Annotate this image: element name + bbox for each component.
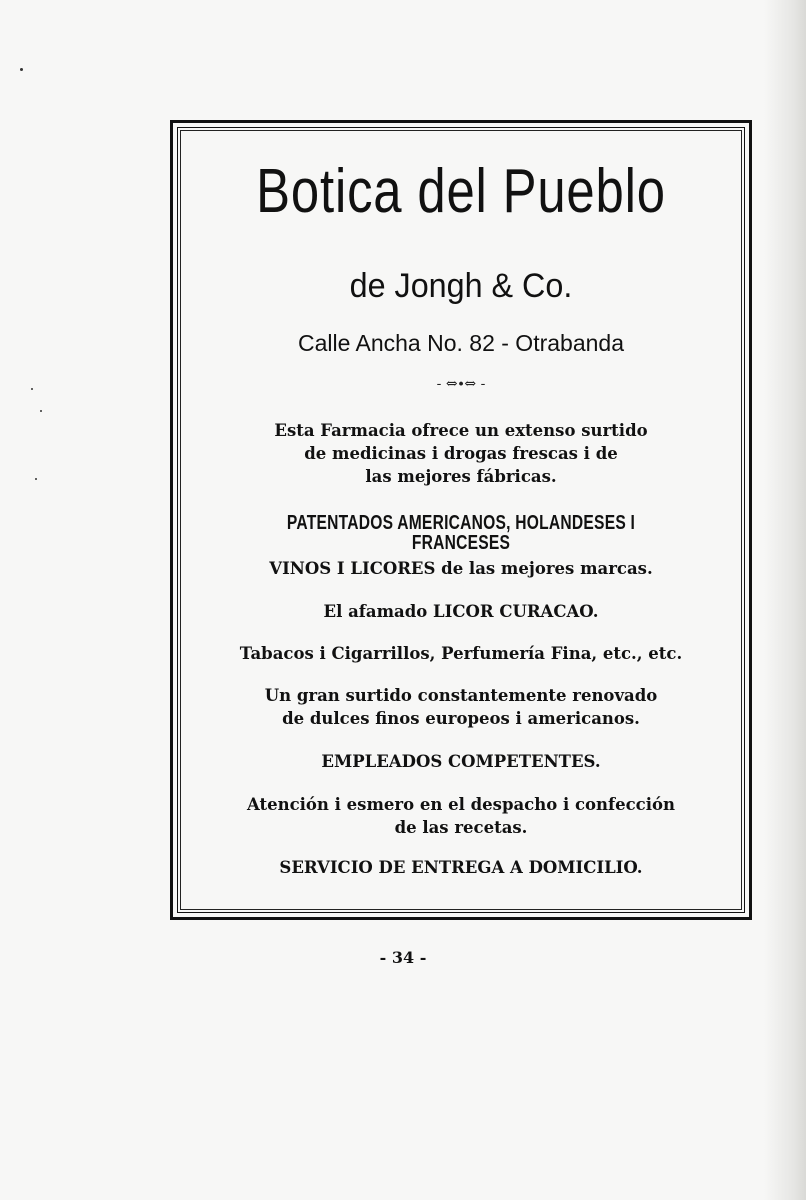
empleados-line-wrap <box>173 750 749 773</box>
servicio-line-wrap <box>173 856 749 879</box>
advertisement-frame <box>170 120 752 920</box>
ad-title: Botica del Pueblo <box>256 157 666 226</box>
patentados-line-wrap <box>173 513 749 553</box>
atencion-line: Atención i esmero en el despacho i confección <box>246 795 675 814</box>
speck-mark <box>31 388 33 390</box>
empleados-line: EMPLEADOS COMPETENTES. <box>321 752 601 771</box>
licor-line: El afamado LICOR CURACAO. <box>323 602 599 621</box>
tabacos-line: Tabacos i Cigarrillos, Perfumería Fina, etc., etc. <box>239 644 683 663</box>
atencion-line: de las recetas. <box>394 818 528 837</box>
ad-address: Calle Ancha No. 82 - Otrabanda <box>297 330 625 356</box>
servicio-line: SERVICIO DE ENTREGA A DOMICILIO. <box>279 858 643 877</box>
vinos-line: VINOS I LICORES de las mejores marcas. <box>269 559 653 578</box>
intro-paragraph <box>173 419 749 488</box>
speck-mark <box>40 410 42 412</box>
atencion-paragraph <box>173 793 749 839</box>
tabacos-line-wrap <box>173 642 749 665</box>
ad-subtitle: de Jongh & Co. <box>349 267 573 305</box>
dulces-line: de dulces finos europeos i americanos. <box>282 709 640 728</box>
page-number: - 34 - <box>379 948 427 967</box>
intro-line: de medicinas i drogas frescas i de <box>304 444 618 463</box>
speck-mark <box>35 478 37 480</box>
vinos-line-wrap <box>173 557 749 580</box>
ornament-divider: - ⇔∙⇔ - <box>436 376 486 392</box>
intro-line: las mejores fábricas. <box>365 467 557 486</box>
patentados-line: PATENTADOS AMERICANOS, HOLANDESES I FRANCESES <box>286 512 636 554</box>
dulces-paragraph <box>173 684 749 730</box>
dulces-line: Un gran surtido constantemente renovado <box>264 686 658 705</box>
speck-mark <box>20 68 23 71</box>
licor-line-wrap <box>173 600 749 623</box>
page-edge-shadow <box>764 0 806 1200</box>
intro-line: Esta Farmacia ofrece un extenso surtido <box>274 421 648 440</box>
